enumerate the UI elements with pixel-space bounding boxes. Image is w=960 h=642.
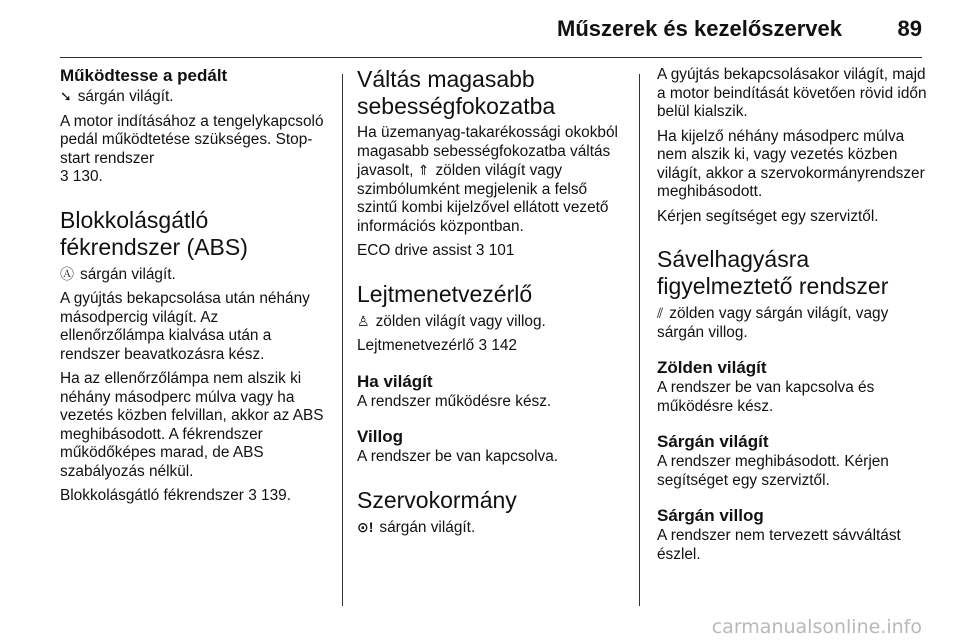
shift-text-b: zölden világít vagy szimbólumként megjelenik a felső szintű kombi kijelzővel ellátott vezető információs központban. (357, 162, 609, 235)
column-divider-left (342, 74, 343, 606)
page-title: Műszerek és kezelőszervek (557, 16, 842, 41)
cruise-status (357, 312, 629, 332)
abs-heading-line1: Blokkolásgátló (60, 206, 209, 233)
steering-heading: Szervokormány (357, 486, 517, 513)
lane-heading-line1: Sávelhagyásra (657, 246, 810, 272)
cruise-heading: Lejtmenetvezérlő (357, 280, 533, 307)
lane-heading (657, 246, 927, 300)
shift-heading-line2: sebességfokozatba (357, 93, 556, 119)
cruise-reference: Lejtmenetvezérlő 3 142 (357, 337, 517, 354)
green-heading: Zölden világít (657, 358, 767, 377)
hill-descent-icon: ♙ (357, 312, 370, 329)
page-header (0, 0, 960, 58)
abs-icon: Ⓐ (60, 265, 74, 282)
shift-heading-line1: Váltás magasabb (357, 66, 535, 92)
shift-reference: ECO drive assist 3 101 (357, 242, 515, 259)
shift-paragraph (357, 124, 629, 236)
lane-status (657, 304, 927, 342)
abs-paragraph-1: A gyújtás bekapcsolása után néhány másodpercig világít. Az ellenőrzőlámpa kialvása után a rendszer beavatkozásra kész. (60, 290, 310, 363)
lit-text: A rendszer működésre kész. (357, 392, 552, 410)
steering-paragraph-2: Ha kijelző néhány másodperc múlva nem alszik ki, vagy vezetés közben világít, akkor a szervokormányrendszer meghibásodott. (657, 127, 925, 200)
yellow-blink-heading: Sárgán villog (657, 506, 764, 525)
column-right (657, 66, 927, 602)
pedal-status (60, 87, 324, 107)
pedal-paragraph (60, 113, 324, 187)
header-divider (60, 57, 922, 58)
shift-text-a: Ha üzemanyag-takarékossági okokból magasabb sebességfokozatba váltás javasolt, (357, 124, 618, 179)
blink-text: A rendszer be van kapcsolva. (357, 448, 559, 465)
abs-heading (60, 207, 324, 261)
column-middle (357, 66, 629, 602)
steering-status (357, 518, 629, 538)
cruise-status-text: zölden világít vagy villog. (375, 312, 546, 330)
abs-status-text: sárgán világít. (80, 265, 176, 283)
column-left (60, 66, 324, 602)
steering-paragraph-1: A gyújtás bekapcsolásakor világít, majd a motor beindítását követően rövid időn belül kialszik. (657, 66, 927, 120)
blink-heading: Villog (357, 427, 403, 446)
shift-heading (357, 66, 629, 120)
clutch-pedal-icon: ➘ (60, 88, 72, 104)
abs-heading-line2: fékrendszer (ABS) (60, 233, 248, 260)
lit-heading: Ha világít (357, 371, 433, 391)
abs-reference: Blokkolásgátló fékrendszer 3 139. (60, 487, 291, 504)
yellow-blink-text: A rendszer nem tervezett sávváltást észlel. (657, 527, 901, 563)
pedal-heading: Működtesse a pedált (60, 66, 228, 85)
steering-status-text: sárgán világít. (379, 518, 476, 536)
pedal-text: A motor indításához a tengelykapcsoló pedál működtetése szükséges. Stop-start rendszer (60, 112, 324, 167)
yellow-text: A rendszer meghibásodott. Kérjen segítséget egy szerviztől. (657, 453, 889, 489)
page-number: 89 (897, 16, 922, 41)
abs-paragraph-2: Ha az ellenőrzőlámpa nem alszik ki néhány másodperc múlva vagy ha vezetés közben felvillan, akkor az ABS meghibásodott. A fékrendszer működőképes marad, de ABS szabályozás nélkül. (60, 370, 324, 480)
lane-status-text: zölden vagy sárgán világít, vagy sárgán villog. (657, 305, 889, 341)
power-steering-icon: ⊙! (357, 518, 374, 535)
abs-status (60, 265, 324, 285)
yellow-heading: Sárgán világít (657, 432, 769, 451)
steering-paragraph-3: Kérjen segítséget egy szerviztől. (657, 207, 879, 225)
pedal-reference: 3 130. (60, 168, 103, 185)
watermark: carmanualsonline.info (711, 616, 922, 638)
column-divider-right (639, 74, 640, 606)
pedal-status-text: sárgán világít. (77, 88, 174, 105)
green-text: A rendszer be van kapcsolva és működésre kész. (657, 379, 875, 415)
shift-up-icon: ⇑ (417, 162, 430, 178)
lane-departure-icon: ⫽ (657, 305, 664, 321)
lane-heading-line2: figyelmeztető rendszer (657, 273, 889, 299)
